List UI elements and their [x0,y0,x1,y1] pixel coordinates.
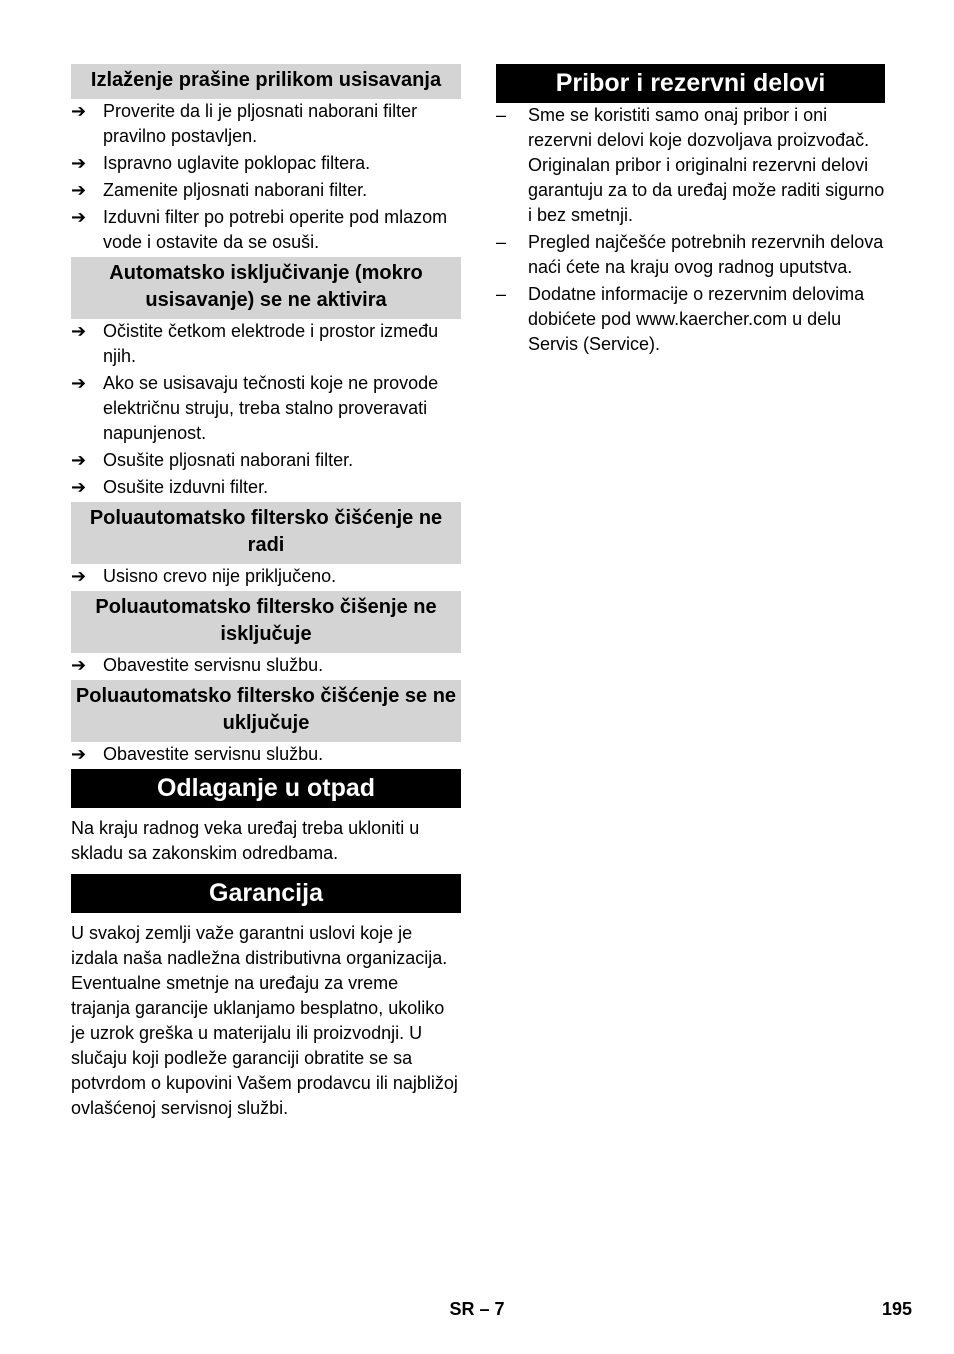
arrow-right-icon: ➔ [71,321,87,341]
footer-section-label: SR – 7 [449,1299,505,1319]
heading-filter-cleaning-not-working: Poluautomatsko filtersko čišćenje ne radi [71,502,461,564]
page-number: 195 [881,1299,912,1319]
arrow-right-icon: ➔ [71,477,87,497]
heading-dust-escape: Izlaženje prašine prilikom usisavanja [71,64,461,99]
list-item: ➔ Ispravno uglavite poklopac filtera. [71,151,461,176]
arrow-right-icon: ➔ [71,207,87,227]
list-item: ➔ Zamenite pljosnati naborani filter. [71,178,461,203]
arrow-right-icon: ➔ [71,373,87,393]
list-item: ➔ Ako se usisavaju tečnosti koje ne provode električnu struju, treba stalno proveravati napunjenost. [71,373,439,443]
dash-bullet-icon: – [496,232,507,252]
heading-disposal: Odlaganje u otpad [71,769,461,808]
list-filter-cleaning-not-on [71,742,461,767]
list-filter-cleaning-not-working [71,564,461,589]
heading-warranty: Garancija [71,874,461,913]
list-filter-cleaning-not-off [71,653,461,678]
right-column [496,64,885,359]
arrow-right-icon: ➔ [71,655,87,675]
list-item: ➔ Usisno crevo nije priključeno. [71,564,461,589]
list-auto-shutoff [71,319,461,500]
list-item: ➔ Obavestite servisnu službu. [71,653,461,678]
arrow-right-icon: ➔ [71,180,87,200]
list-item: ➔ Očistite četkom elektrode i prostor između njih. [71,321,439,366]
list-item: ➔ Osušite izduvni filter. [71,475,461,500]
heading-filter-cleaning-not-on: Poluautomatsko filtersko čišćenje se ne uključuje [71,680,461,742]
arrow-right-icon: ➔ [71,744,87,764]
heading-auto-shutoff: Automatsko isključivanje (mokro usisavanje) se ne aktivira [71,257,461,319]
list-item: – Sme se koristiti samo onaj pribor i oni rezervni delovi koje dozvoljava proizvođač. Originalan pribor i originalni rezervni delovi garantuju za to da uređaj može raditi sigurno i bez smetnji. [496,105,885,225]
list-item: ➔ Osušite pljosnati naborani filter. [71,448,461,473]
list-item: ➔ Proverite da li je pljosnati naborani filter pravilno postavljen. [71,101,418,146]
warranty-text: U svakoj zemlji važe garantni uslovi koje je izdala naša nadležna distributivna organizacija. Eventualne smetnje na uređaju za vreme trajanja garancije uklanjamo besplatno, ukoliko je uzrok greška u materijalu ili proizvodnji. U slučaju koji podleže garanciji obratite se sa potvrdom o kupovini Vašem prodavcu ili najbližoj ovlašćenoj servisnoj službi. [71,923,458,1118]
dash-bullet-icon: – [496,105,507,125]
list-item: – Dodatne informacije o rezervnim delovima dobićete pod www.kaercher.com u delu Servis (Service). [496,284,865,354]
disposal-text: Na kraju radnog veka uređaj treba ukloniti u skladu sa zakonskim odredbama. [71,818,420,863]
arrow-right-icon: ➔ [71,450,87,470]
list-accessories [496,103,885,357]
dash-bullet-icon: – [496,284,507,304]
list-item: ➔ Obavestite servisnu službu. [71,742,461,767]
heading-filter-cleaning-not-off: Poluautomatsko filtersko čišenje ne isključuje [71,591,461,653]
list-dust-escape [71,99,461,255]
list-item: ➔ Izduvni filter po potrebi operite pod mlazom vode i ostavite da se osuši. [71,207,448,252]
heading-accessories: Pribor i rezervni delovi [496,64,885,103]
left-column [71,64,461,1129]
arrow-right-icon: ➔ [71,566,87,586]
arrow-right-icon: ➔ [71,101,87,121]
list-item: – Pregled najčešće potrebnih rezervnih delova naći ćete na kraju ovog radnog uputstva. [496,232,884,277]
arrow-right-icon: ➔ [71,153,87,173]
